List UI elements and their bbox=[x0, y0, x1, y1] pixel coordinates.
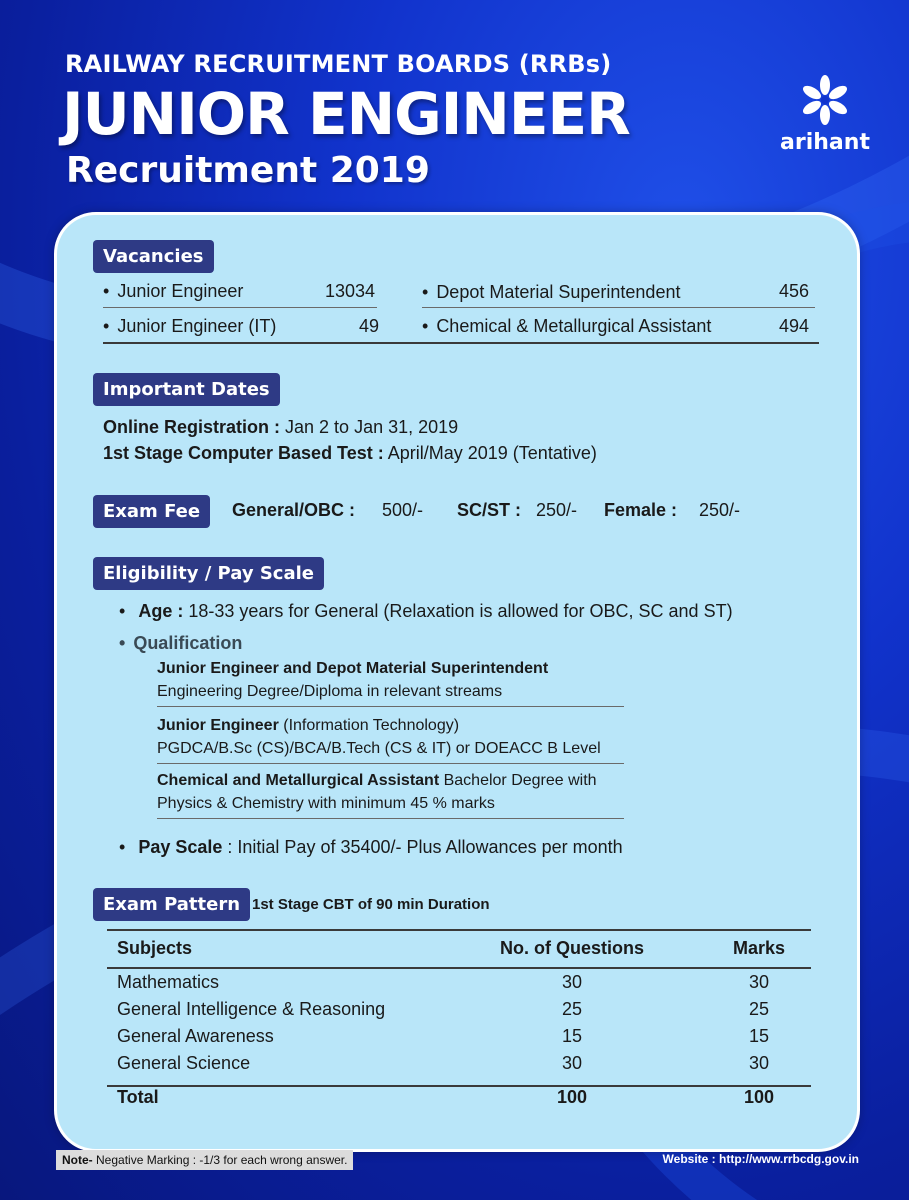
website-link[interactable]: http://www.rrbcdg.gov.in bbox=[719, 1152, 859, 1166]
website-label: Website : bbox=[662, 1152, 719, 1166]
pay-line bbox=[119, 837, 623, 858]
table-row bbox=[107, 969, 811, 996]
q1-title: Junior Engineer and Depot Material Superintendent bbox=[157, 660, 549, 677]
cbt-label: 1st Stage Computer Based Test : bbox=[103, 443, 384, 463]
row-marks: 30 bbox=[748, 1053, 770, 1073]
row-questions: 25 bbox=[561, 999, 583, 1019]
exam-pattern-table bbox=[107, 929, 811, 1117]
header-questions: No. of Questions bbox=[500, 938, 644, 958]
website-footer bbox=[663, 1152, 859, 1166]
vacancy-count: 456 bbox=[779, 281, 810, 301]
fee-general-value: 500/- bbox=[382, 500, 424, 520]
vacancy-name: • Junior Engineer (IT) bbox=[103, 316, 276, 337]
table-header bbox=[107, 929, 811, 967]
flower-icon bbox=[797, 72, 853, 128]
vacancy-count: 49 bbox=[359, 316, 380, 336]
q2-title: Junior Engineer bbox=[157, 717, 279, 734]
fee-scst-label: SC/ST : bbox=[457, 500, 522, 520]
row-questions: 30 bbox=[561, 1053, 583, 1073]
row-questions: 30 bbox=[561, 972, 583, 992]
q1-desc: Engineering Degree/Diploma in relevant streams bbox=[157, 683, 503, 700]
note-text: Negative Marking : -1/3 for each wrong answer. bbox=[92, 1153, 348, 1167]
header-subjects: Subjects bbox=[117, 938, 193, 958]
total-marks: 100 bbox=[743, 1087, 775, 1107]
fee-female-label: Female : bbox=[604, 500, 678, 520]
row-subject: General Intelligence & Reasoning bbox=[117, 999, 386, 1019]
header-year-line: Recruitment 2019 bbox=[66, 150, 430, 191]
fee-general-label: General/OBC : bbox=[232, 500, 356, 520]
row-marks: 25 bbox=[748, 999, 770, 1019]
table-total-row bbox=[107, 1077, 811, 1117]
q2-title-line bbox=[157, 717, 459, 735]
pay-value: : Initial Pay of 35400/- Plus Allowances per month bbox=[222, 837, 623, 857]
row-questions: 15 bbox=[561, 1026, 583, 1046]
header-subtitle: RAILWAY RECRUITMENT BOARDS (RRBs) bbox=[65, 50, 612, 78]
vacancy-name: • Depot Material Superintendent bbox=[422, 282, 680, 303]
row-marks: 15 bbox=[748, 1026, 770, 1046]
fee-scst-value: 250/- bbox=[536, 500, 578, 520]
fee-female-value: 250/- bbox=[699, 500, 741, 520]
brand-logo bbox=[778, 72, 872, 155]
age-value: 18-33 years for General (Relaxation is allowed for OBC, SC and ST) bbox=[183, 601, 733, 621]
row-subject: General Science bbox=[117, 1053, 251, 1073]
row-subject: General Awareness bbox=[117, 1026, 274, 1046]
table-row bbox=[107, 996, 811, 1023]
negative-marking-note bbox=[56, 1150, 353, 1170]
registration-line bbox=[103, 417, 458, 438]
note-label: Note- bbox=[62, 1153, 93, 1167]
cbt-line bbox=[103, 443, 597, 464]
exam-pattern-subtitle: 1st Stage CBT of 90 min Duration bbox=[252, 896, 490, 913]
qualification-label: • Qualification bbox=[119, 633, 242, 654]
q3-title-rest: Bachelor Degree with bbox=[439, 772, 597, 789]
header-marks: Marks bbox=[732, 938, 786, 958]
vacancies-tag: Vacancies bbox=[93, 240, 214, 273]
exam-fee-tag: Exam Fee bbox=[93, 495, 210, 528]
registration-value: Jan 2 to Jan 31, 2019 bbox=[280, 417, 459, 437]
brand-name: arihant bbox=[780, 130, 870, 155]
q3-desc: Physics & Chemistry with minimum 45 % marks bbox=[157, 795, 495, 812]
info-card bbox=[54, 212, 860, 1152]
table-row bbox=[107, 1023, 811, 1050]
page-title: JUNIOR ENGINEER bbox=[62, 80, 630, 148]
table-row bbox=[107, 1050, 811, 1077]
pay-label: Pay Scale bbox=[138, 837, 223, 857]
cbt-value: April/May 2019 (Tentative) bbox=[383, 443, 597, 463]
age-line bbox=[119, 601, 733, 622]
important-dates-tag: Important Dates bbox=[93, 373, 280, 406]
vacancy-count: 494 bbox=[779, 316, 810, 336]
total-label: Total bbox=[117, 1087, 159, 1107]
q2-desc: PGDCA/B.Sc (CS)/BCA/B.Tech (CS & IT) or DOEACC B Level bbox=[157, 740, 601, 757]
row-subject: Mathematics bbox=[117, 972, 220, 992]
total-questions: 100 bbox=[556, 1087, 588, 1107]
q3-title: Chemical and Metallurgical Assistant bbox=[157, 772, 440, 789]
registration-label: Online Registration : bbox=[103, 417, 281, 437]
q2-title-rest: (Information Technology) bbox=[278, 717, 460, 734]
row-marks: 30 bbox=[748, 972, 770, 992]
vacancy-name: • Junior Engineer bbox=[103, 281, 243, 302]
age-label: Age : bbox=[138, 601, 184, 621]
vacancy-name: • Chemical & Metallurgical Assistant bbox=[422, 316, 711, 337]
vacancy-count: 13034 bbox=[325, 281, 376, 301]
exam-pattern-tag: Exam Pattern bbox=[93, 888, 250, 921]
eligibility-tag: Eligibility / Pay Scale bbox=[93, 557, 324, 590]
q3-title-line bbox=[157, 772, 597, 790]
